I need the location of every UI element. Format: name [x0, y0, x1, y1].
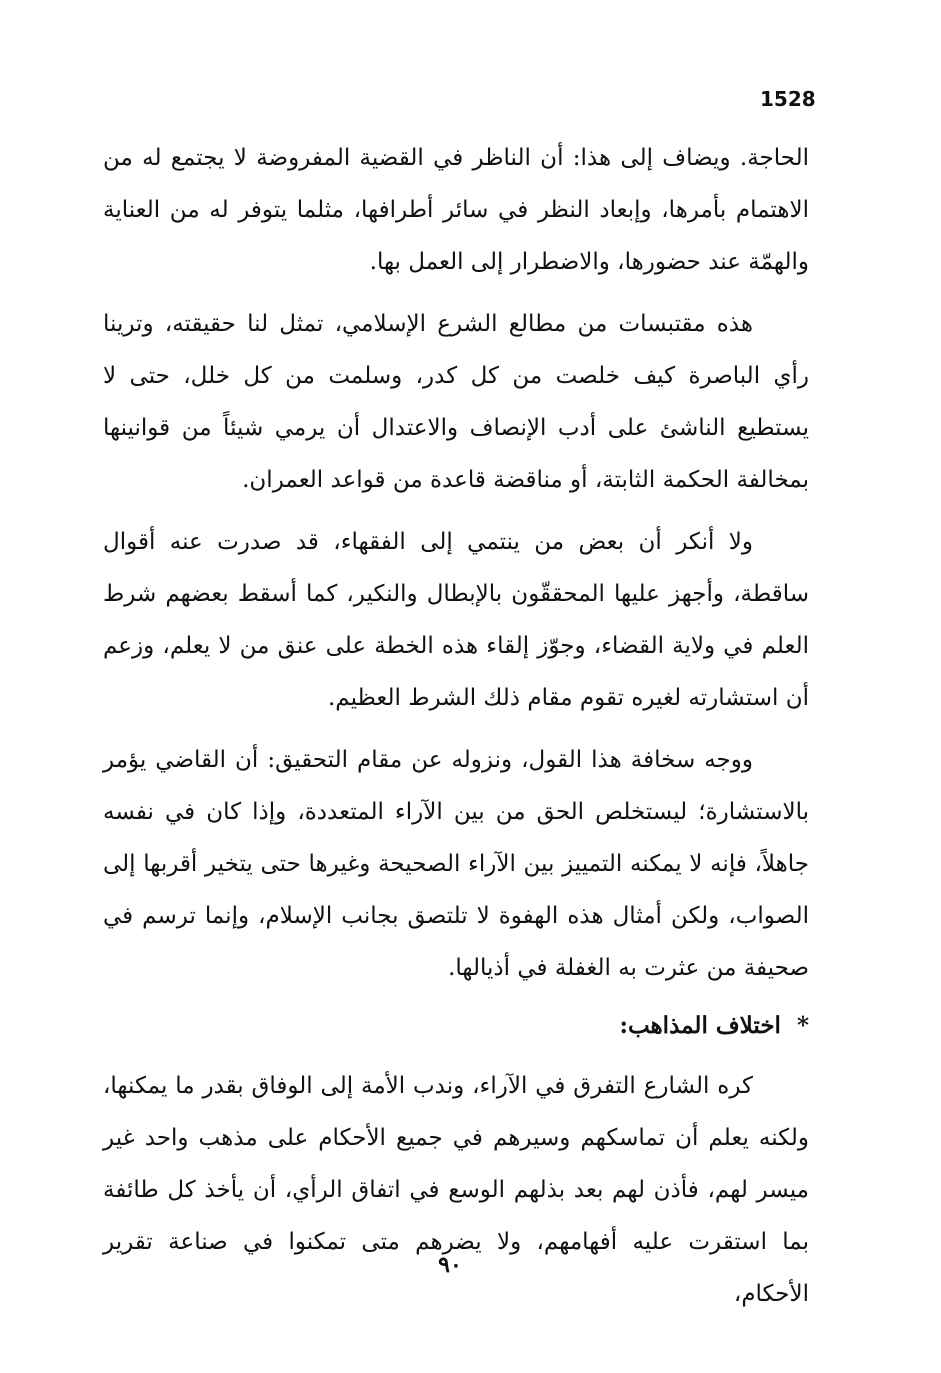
document-body: [103, 132, 809, 1330]
footer-page-number: ٩٠: [438, 1252, 462, 1278]
paragraph-3: ولا أنكر أن بعض من ينتمي إلى الفقهاء، قد صدرت عنه أقوال ساقطة، وأجهز عليها المحققّون بالإبطال والنكير، كما أسقط بعضهم شرط العلم في ولاية القضاء، وجوّز إلقاء هذه الخطة على عنق من لا يعلم، وزعم أن استشارته لغيره تقوم مقام ذلك الشرط العظيم.: [103, 529, 809, 711]
paragraph-1: الحاجة. ويضاف إلى هذا: أن الناظر في القضية المفروضة لا يجتمع له من الاهتمام بأمرها، وإبعاد النظر في سائر أطرافها، مثلما يتوفر له من العناية والهمّة عند حضورها، والاضطرار إلى العمل بها.: [103, 145, 809, 275]
paragraph-4: ووجه سخافة هذا القول، ونزوله عن مقام التحقيق: أن القاضي يؤمر بالاستشارة؛ ليستخلص الحق من بين الآراء المتعددة، وإذا كان في نفسه جاهلاً، فإنه لا يمكنه التمييز بين الآراء الصحيحة وغيرها حتى يتخير أقربها إلى الصواب، ولكن أمثال هذه الهفوة لا تلتصق بجانب الإسلام، وإنما ترسم في صحيفة من عثرت به الغفلة في أذيالها.: [103, 747, 809, 981]
section-heading: [103, 1004, 809, 1048]
header-page-number: 1528: [760, 87, 816, 111]
section-title: اختلاف المذاهب:: [619, 1012, 781, 1039]
section-bullet: *: [796, 1012, 809, 1039]
paragraph-2: هذه مقتبسات من مطالع الشرع الإسلامي، تمثل لنا حقيقته، وترينا رأي الباصرة كيف خلصت من كل كدر، وسلمت من كل خلل، حتى لا يستطيع الناشئ على أدب الإنصاف والاعتدال أن يرمي شيئاً من قوانينها بمخالفة الحكمة الثابتة، أو مناقضة قاعدة من قواعد العمران.: [103, 311, 810, 493]
paragraph-5: كره الشارع التفرق في الآراء، وندب الأمة إلى الوفاق بقدر ما يمكنها، ولكنه يعلم أن تماسكهم وسيرهم في جميع الأحكام على مذهب واحد غير ميسر لهم، فأذن لهم بعد بذلهم الوسع في اتفاق الرأي، أن يأخذ كل طائفة بما استقرت عليه أفهامهم، ولا يضرهم متى تمكنوا في صناعة تقرير الأحكام،: [103, 1073, 809, 1307]
